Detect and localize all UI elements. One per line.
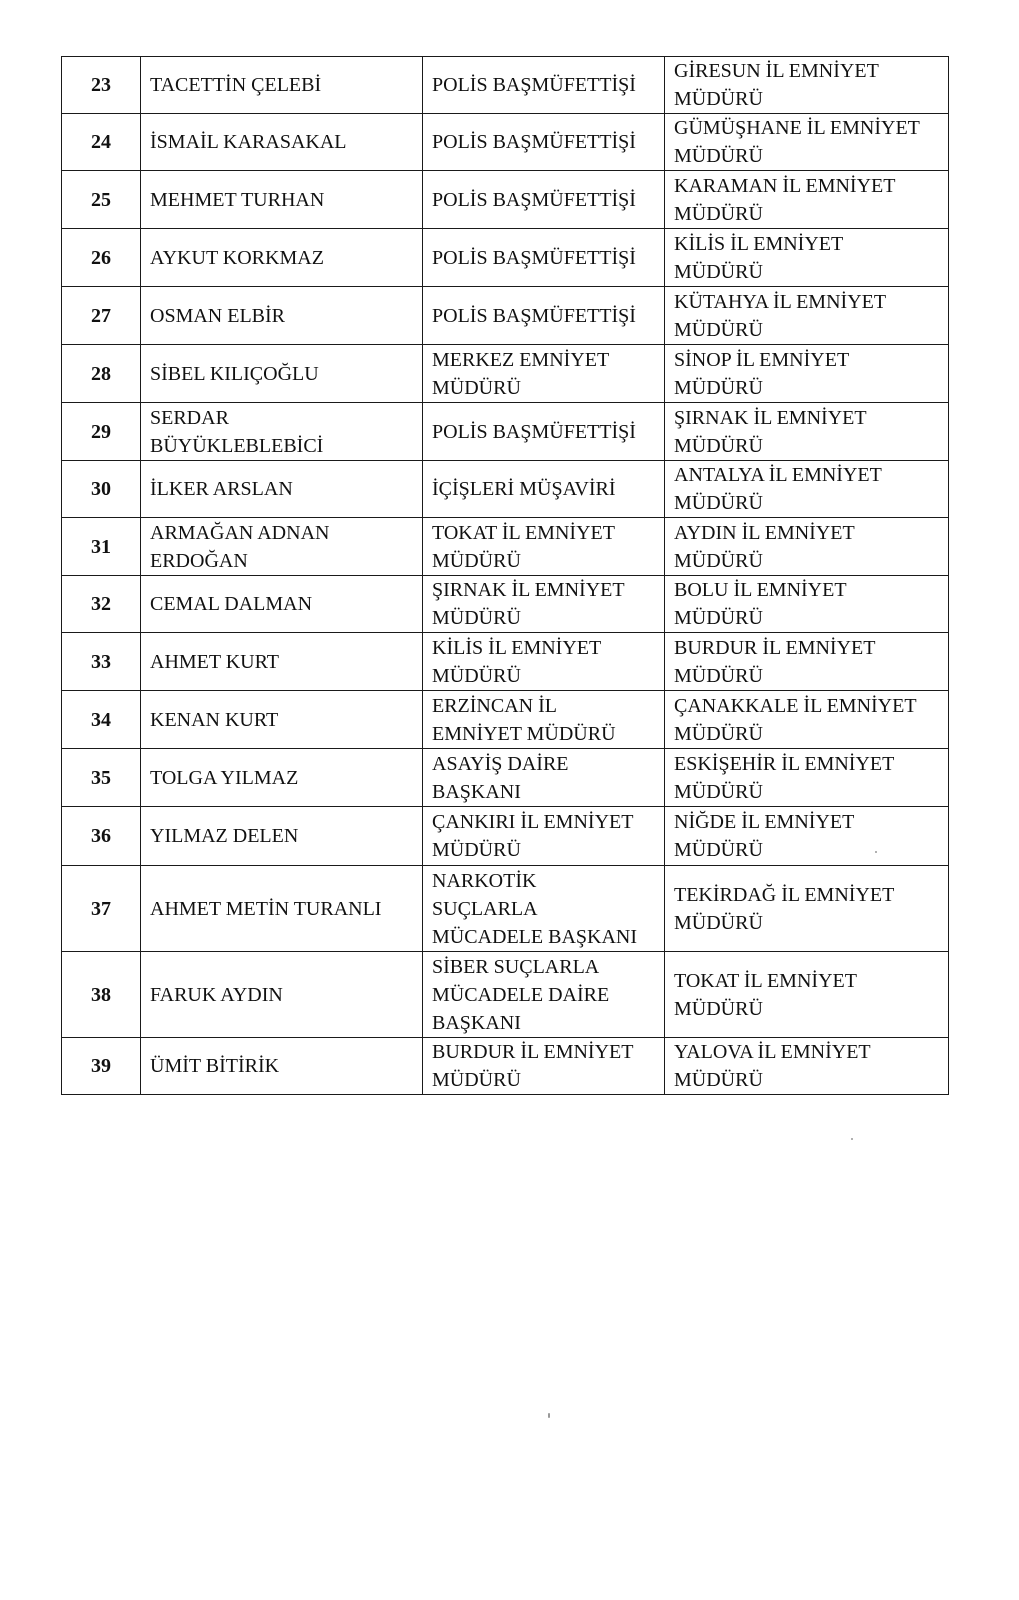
person-name: ARMAĞAN ADNAN ERDOĞAN <box>150 521 330 572</box>
row-number-cell <box>62 114 141 171</box>
table-row <box>62 1038 949 1095</box>
new-post-cell <box>665 866 949 952</box>
current-post-cell <box>423 691 665 749</box>
person-name-cell <box>141 57 423 114</box>
row-number-cell <box>62 952 141 1038</box>
scan-speck <box>875 851 877 853</box>
row-number: 33 <box>91 650 111 673</box>
appointments-table-body <box>62 57 949 1095</box>
row-number: 27 <box>91 304 111 327</box>
current-post: NARKOTİK SUÇLARLA MÜCADELE BAŞKANI <box>432 869 637 948</box>
row-number-cell <box>62 57 141 114</box>
person-name: TOLGA YILMAZ <box>150 766 299 789</box>
current-post-cell <box>423 952 665 1038</box>
row-number: 34 <box>91 708 111 731</box>
table-row <box>62 952 949 1038</box>
current-post: TOKAT İL EMNİYET MÜDÜRÜ <box>432 521 615 572</box>
new-post: ŞIRNAK İL EMNİYET MÜDÜRÜ <box>674 406 867 457</box>
row-number-cell <box>62 633 141 691</box>
person-name: FARUK AYDIN <box>150 983 283 1006</box>
new-post: BURDUR İL EMNİYET MÜDÜRÜ <box>674 636 876 687</box>
row-number-cell <box>62 576 141 633</box>
new-post: ESKİŞEHİR İL EMNİYET MÜDÜRÜ <box>674 752 895 803</box>
current-post: SİBER SUÇLARLA MÜCADELE DAİRE BAŞKANI <box>432 955 610 1034</box>
person-name: AYKUT KORKMAZ <box>150 246 324 269</box>
new-post: AYDIN İL EMNİYET MÜDÜRÜ <box>674 521 855 572</box>
person-name: AHMET METİN TURANLI <box>150 897 382 920</box>
new-post: YALOVA İL EMNİYET MÜDÜRÜ <box>674 1041 871 1091</box>
row-number: 38 <box>91 983 111 1006</box>
table-row <box>62 461 949 518</box>
table-row <box>62 57 949 114</box>
new-post-cell <box>665 171 949 229</box>
new-post-cell <box>665 287 949 345</box>
person-name: YILMAZ DELEN <box>150 825 299 847</box>
row-number-cell <box>62 345 141 403</box>
row-number: 26 <box>91 246 111 269</box>
row-number-cell <box>62 866 141 952</box>
current-post: POLİS BAŞMÜFETTİŞİ <box>432 420 636 443</box>
scan-speck <box>548 1413 550 1418</box>
new-post-cell <box>665 691 949 749</box>
current-post-cell <box>423 345 665 403</box>
person-name-cell <box>141 866 423 952</box>
current-post-cell <box>423 287 665 345</box>
person-name-cell <box>141 114 423 171</box>
current-post: MERKEZ EMNİYET MÜDÜRÜ <box>432 348 610 399</box>
table-row <box>62 287 949 345</box>
new-post-cell <box>665 345 949 403</box>
current-post-cell <box>423 229 665 287</box>
person-name-cell <box>141 633 423 691</box>
person-name-cell <box>141 1038 423 1095</box>
row-number-cell <box>62 229 141 287</box>
row-number-cell <box>62 691 141 749</box>
row-number: 30 <box>91 478 111 500</box>
person-name: İLKER ARSLAN <box>150 478 293 500</box>
new-post: TEKİRDAĞ İL EMNİYET MÜDÜRÜ <box>674 883 895 934</box>
new-post: GİRESUN İL EMNİYET MÜDÜRÜ <box>674 60 879 110</box>
row-number: 31 <box>91 535 111 558</box>
table-row <box>62 866 949 952</box>
current-post: POLİS BAŞMÜFETTİŞİ <box>432 131 636 153</box>
current-post-cell <box>423 518 665 576</box>
table-row <box>62 345 949 403</box>
current-post: BURDUR İL EMNİYET MÜDÜRÜ <box>432 1041 634 1091</box>
current-post-cell <box>423 461 665 518</box>
person-name: İSMAİL KARASAKAL <box>150 131 347 153</box>
table-row <box>62 576 949 633</box>
row-number: 29 <box>91 420 111 443</box>
person-name-cell <box>141 807 423 866</box>
new-post: KİLİS İL EMNİYET MÜDÜRÜ <box>674 232 844 283</box>
new-post-cell <box>665 952 949 1038</box>
current-post-cell <box>423 57 665 114</box>
table-row <box>62 807 949 866</box>
current-post: POLİS BAŞMÜFETTİŞİ <box>432 74 636 96</box>
person-name-cell <box>141 345 423 403</box>
current-post-cell <box>423 749 665 807</box>
row-number: 32 <box>91 593 111 615</box>
person-name: CEMAL DALMAN <box>150 593 313 615</box>
current-post: ASAYİŞ DAİRE BAŞKANI <box>432 752 569 803</box>
new-post-cell <box>665 518 949 576</box>
new-post-cell <box>665 633 949 691</box>
table-row <box>62 691 949 749</box>
current-post: POLİS BAŞMÜFETTİŞİ <box>432 304 636 327</box>
new-post-cell <box>665 461 949 518</box>
row-number-cell <box>62 1038 141 1095</box>
current-post-cell <box>423 633 665 691</box>
person-name-cell <box>141 691 423 749</box>
row-number: 28 <box>91 362 111 385</box>
current-post-cell <box>423 807 665 866</box>
current-post: POLİS BAŞMÜFETTİŞİ <box>432 188 636 211</box>
new-post: KÜTAHYA İL EMNİYET MÜDÜRÜ <box>674 290 887 341</box>
row-number: 35 <box>91 766 111 789</box>
new-post-cell <box>665 57 949 114</box>
person-name: AHMET KURT <box>150 650 279 673</box>
row-number-cell <box>62 171 141 229</box>
new-post: NİĞDE İL EMNİYET MÜDÜRÜ <box>674 811 855 861</box>
row-number: 39 <box>91 1055 111 1077</box>
new-post-cell <box>665 576 949 633</box>
row-number-cell <box>62 287 141 345</box>
current-post-cell <box>423 1038 665 1095</box>
new-post: GÜMÜŞHANE İL EMNİYET MÜDÜRÜ <box>674 117 920 167</box>
table-row <box>62 518 949 576</box>
table-row <box>62 171 949 229</box>
person-name: SİBEL KILIÇOĞLU <box>150 362 319 385</box>
current-post: İÇİŞLERİ MÜŞAVİRİ <box>432 478 616 500</box>
row-number-cell <box>62 403 141 461</box>
table-row <box>62 749 949 807</box>
row-number: 36 <box>91 825 111 847</box>
row-number-cell <box>62 807 141 866</box>
person-name: OSMAN ELBİR <box>150 304 286 327</box>
current-post: ÇANKIRI İL EMNİYET MÜDÜRÜ <box>432 811 634 861</box>
person-name-cell <box>141 518 423 576</box>
table-row <box>62 114 949 171</box>
current-post: ERZİNCAN İL EMNİYET MÜDÜRÜ <box>432 694 616 745</box>
current-post-cell <box>423 171 665 229</box>
person-name: KENAN KURT <box>150 708 279 731</box>
new-post: SİNOP İL EMNİYET MÜDÜRÜ <box>674 348 850 399</box>
new-post: KARAMAN İL EMNİYET MÜDÜRÜ <box>674 174 896 225</box>
current-post-cell <box>423 403 665 461</box>
row-number: 37 <box>91 897 111 920</box>
row-number: 24 <box>91 131 111 153</box>
current-post-cell <box>423 576 665 633</box>
person-name: MEHMET TURHAN <box>150 188 325 211</box>
row-number-cell <box>62 749 141 807</box>
scan-speck <box>851 1138 853 1140</box>
person-name-cell <box>141 171 423 229</box>
table-row <box>62 229 949 287</box>
person-name-cell <box>141 461 423 518</box>
new-post-cell <box>665 114 949 171</box>
new-post: BOLU İL EMNİYET MÜDÜRÜ <box>674 579 847 629</box>
table-row <box>62 403 949 461</box>
current-post-cell <box>423 866 665 952</box>
row-number: 25 <box>91 188 111 211</box>
person-name: SERDAR BÜYÜKLEBLEBİCİ <box>150 406 324 457</box>
row-number-cell <box>62 518 141 576</box>
person-name: ÜMİT BİTİRİK <box>150 1055 280 1077</box>
current-post: ŞIRNAK İL EMNİYET MÜDÜRÜ <box>432 579 625 629</box>
appointments-table <box>61 56 949 1095</box>
table-row <box>62 633 949 691</box>
row-number: 23 <box>91 74 111 96</box>
person-name-cell <box>141 403 423 461</box>
new-post-cell <box>665 403 949 461</box>
person-name-cell <box>141 952 423 1038</box>
person-name-cell <box>141 287 423 345</box>
current-post: POLİS BAŞMÜFETTİŞİ <box>432 246 636 269</box>
new-post-cell <box>665 1038 949 1095</box>
current-post-cell <box>423 114 665 171</box>
new-post: TOKAT İL EMNİYET MÜDÜRÜ <box>674 969 857 1020</box>
new-post-cell <box>665 229 949 287</box>
new-post: ÇANAKKALE İL EMNİYET MÜDÜRÜ <box>674 694 917 745</box>
person-name-cell <box>141 749 423 807</box>
new-post: ANTALYA İL EMNİYET MÜDÜRÜ <box>674 464 882 514</box>
person-name-cell <box>141 576 423 633</box>
new-post-cell <box>665 807 949 866</box>
person-name-cell <box>141 229 423 287</box>
current-post: KİLİS İL EMNİYET MÜDÜRÜ <box>432 636 602 687</box>
row-number-cell <box>62 461 141 518</box>
person-name: TACETTİN ÇELEBİ <box>150 74 322 96</box>
new-post-cell <box>665 749 949 807</box>
